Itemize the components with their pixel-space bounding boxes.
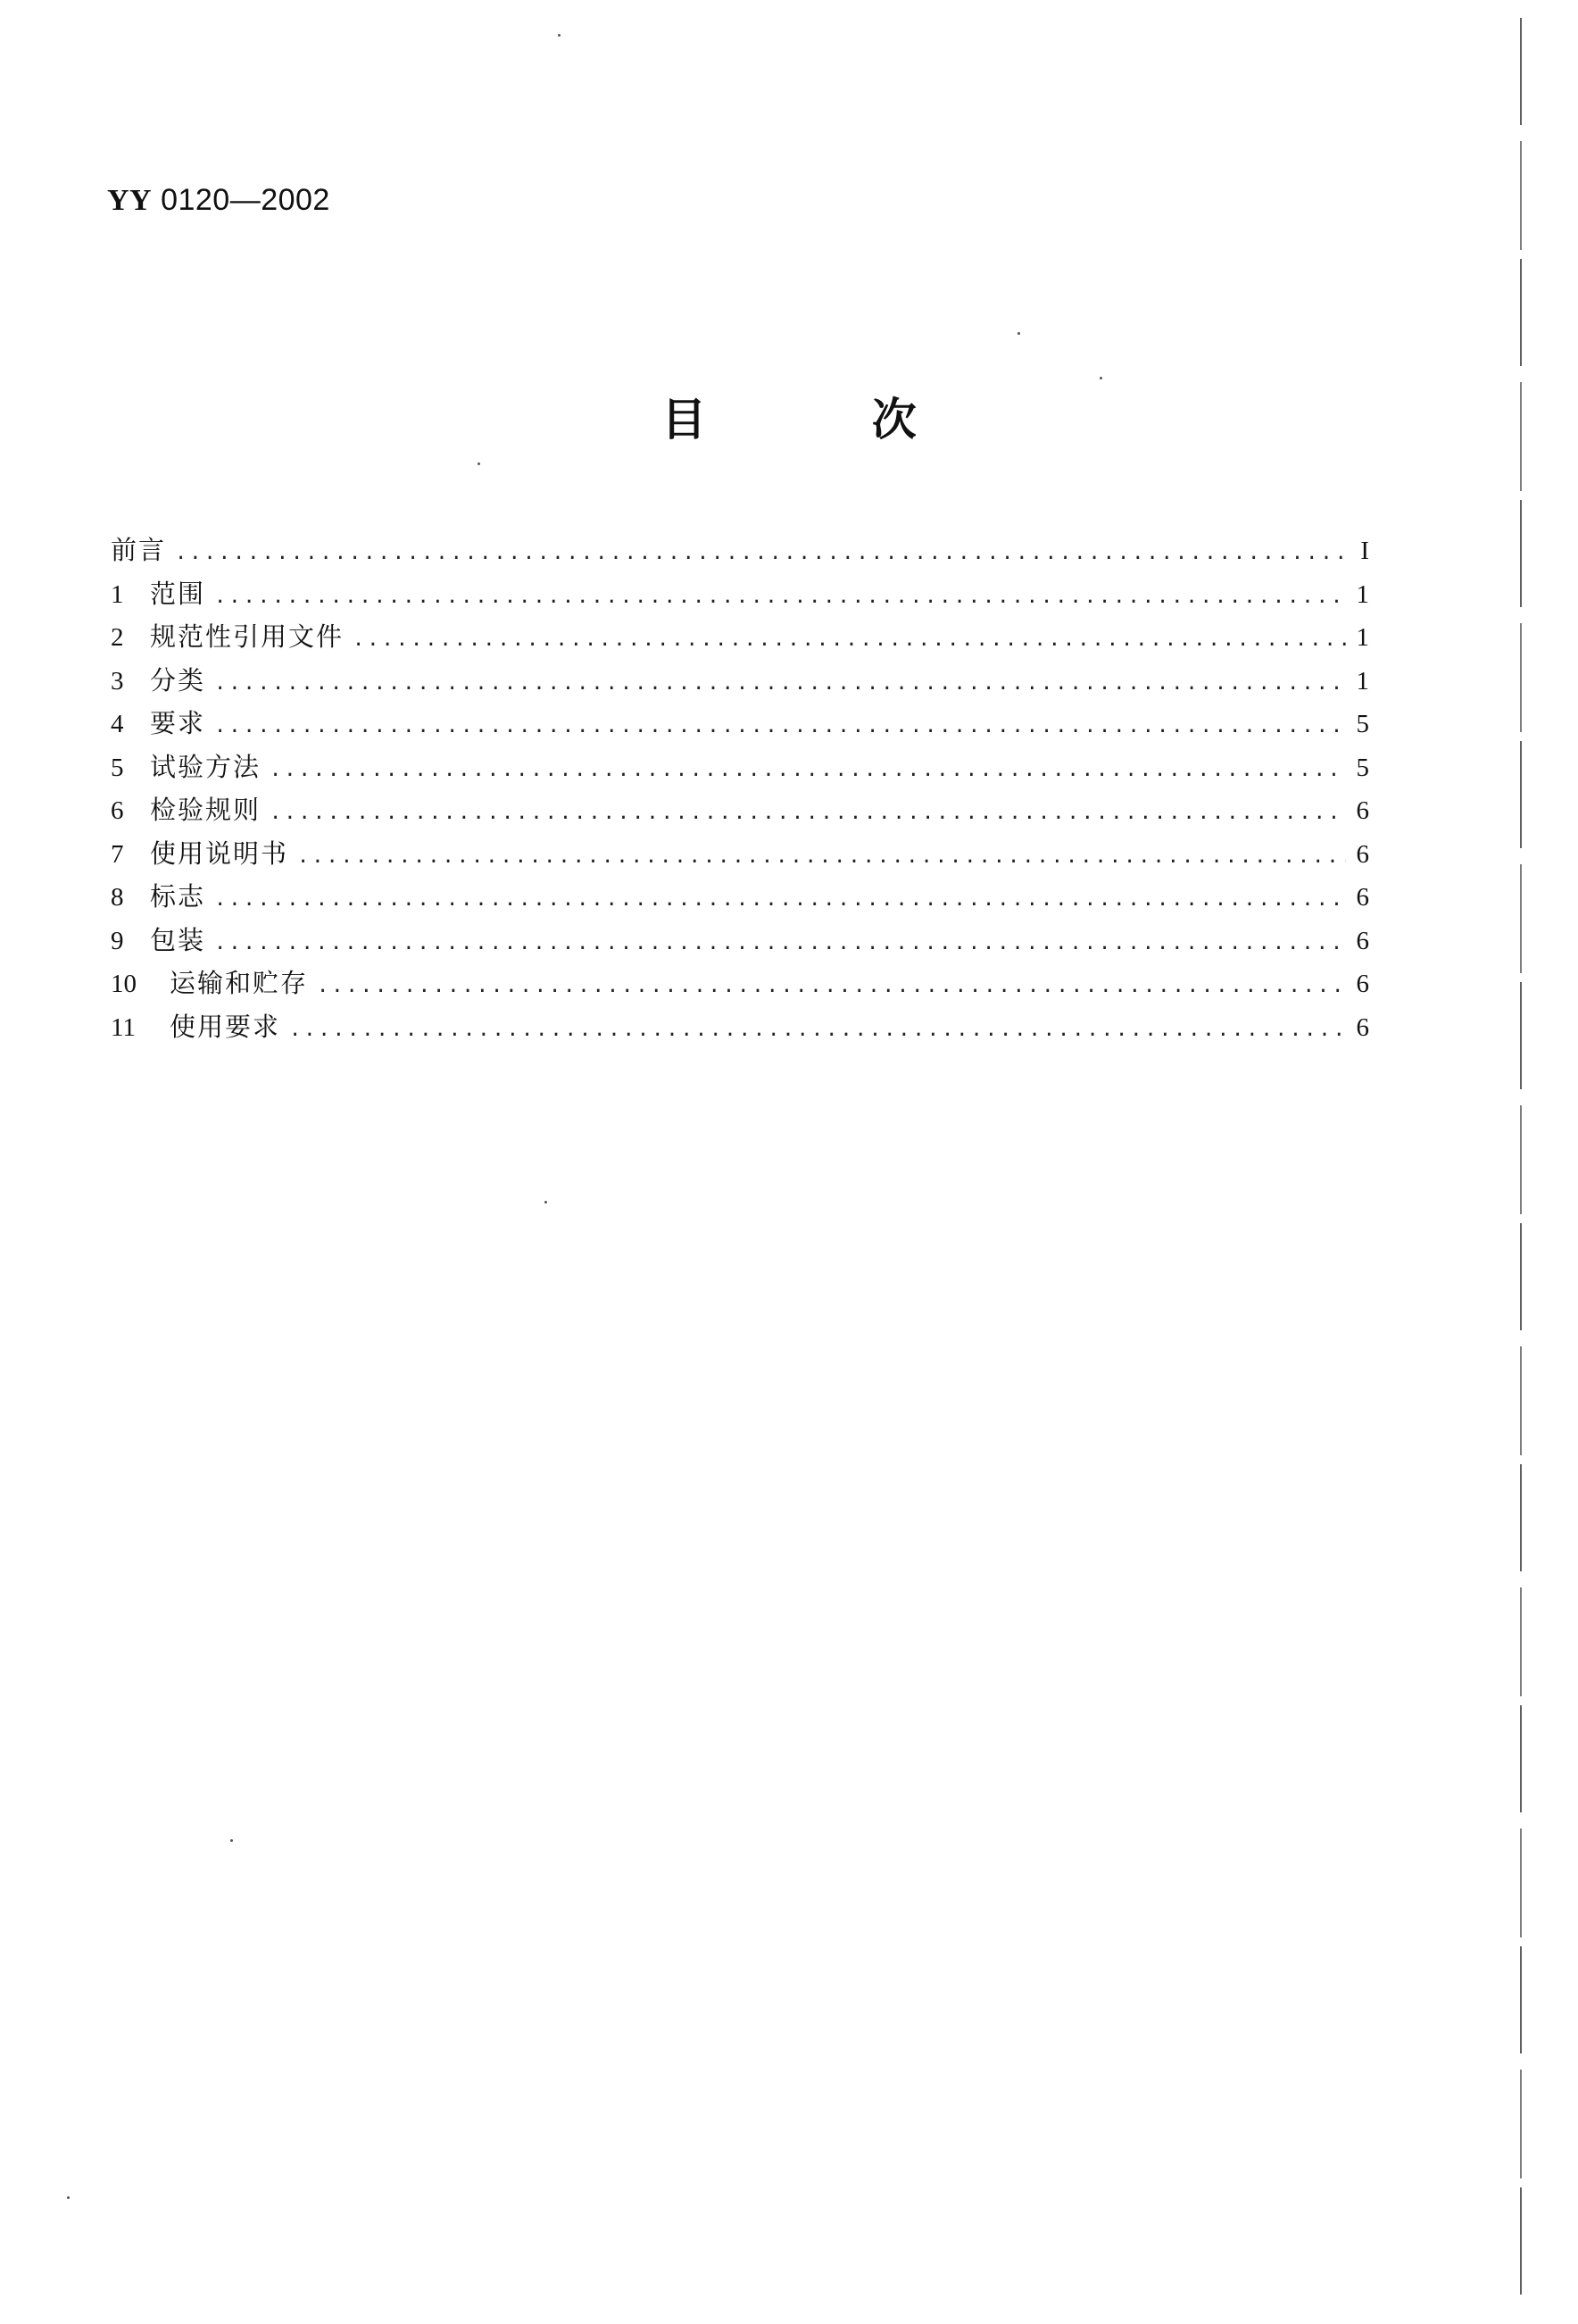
toc-entry-9[interactable] xyxy=(111,919,1369,962)
scan-speck xyxy=(478,462,480,465)
toc-entry-page: 5 xyxy=(1356,710,1369,738)
toc-leader-dots xyxy=(270,749,1346,793)
toc-entry-page: 6 xyxy=(1356,839,1369,869)
toc-leader-dots xyxy=(214,922,1346,966)
toc-entry-11[interactable] xyxy=(111,1005,1369,1049)
scan-speck xyxy=(1100,377,1102,379)
toc-entry-label: 要求 xyxy=(150,708,206,738)
toc-entry-number: 10 xyxy=(111,970,137,998)
toc-entry-page: 6 xyxy=(1356,926,1369,955)
toc-entry-number: 7 xyxy=(111,839,124,869)
scan-edge-line xyxy=(1520,18,1522,2303)
toc-entry-number: 4 xyxy=(111,710,124,738)
toc-entry-8[interactable] xyxy=(111,875,1369,919)
scan-speck xyxy=(67,2196,70,2199)
toc-entry-label: 前言 xyxy=(111,535,167,565)
toc-entry-page: 1 xyxy=(1356,579,1369,609)
toc-entry-label: 运输和贮存 xyxy=(170,968,309,998)
toc-entry-page: 5 xyxy=(1356,753,1369,782)
toc-leader-dots xyxy=(270,792,1346,836)
toc-entry-10[interactable] xyxy=(111,962,1369,1005)
toc-leader-dots xyxy=(317,965,1346,1009)
scan-speck xyxy=(544,1201,547,1204)
toc-entry-page: 1 xyxy=(1356,666,1369,696)
toc-entry-page: 1 xyxy=(1356,623,1369,652)
toc-entry-number: 1 xyxy=(111,579,124,609)
toc-entry-label: 包装 xyxy=(150,924,206,955)
toc-entry-page: 6 xyxy=(1356,796,1369,825)
toc-entry-page: 6 xyxy=(1356,970,1369,998)
toc-entry-page: 6 xyxy=(1356,883,1369,912)
toc-entry-foreword[interactable] xyxy=(111,529,1369,572)
scan-speck xyxy=(1017,332,1020,335)
toc-leader-dots xyxy=(214,879,1346,922)
toc-entry-4[interactable] xyxy=(111,702,1369,746)
toc-entry-label: 检验规则 xyxy=(150,795,262,825)
toc-entry-2[interactable] xyxy=(111,615,1369,659)
toc-entry-7[interactable] xyxy=(111,832,1369,876)
standard-code-prefix: YY xyxy=(107,184,153,217)
toc-entry-label: 规范性引用文件 xyxy=(150,621,345,652)
standard-code-number: 0120—2002 xyxy=(161,183,330,217)
toc-entry-label: 试验方法 xyxy=(150,751,262,782)
toc-title: 目 次 xyxy=(661,394,992,446)
toc-entry-number: 6 xyxy=(111,796,124,825)
toc-entry-number: 5 xyxy=(111,753,124,782)
toc-leader-dots xyxy=(175,532,1346,576)
toc-entry-label: 标志 xyxy=(150,881,206,912)
toc-entry-number: 11 xyxy=(111,1012,136,1042)
toc-entry-1[interactable] xyxy=(111,572,1369,616)
toc-entry-3[interactable] xyxy=(111,659,1369,703)
toc-leader-dots xyxy=(297,836,1346,879)
toc-entry-page: 6 xyxy=(1356,1012,1369,1042)
toc-entry-5[interactable] xyxy=(111,746,1369,789)
table-of-contents xyxy=(111,529,1369,1048)
scan-speck xyxy=(558,34,561,37)
toc-entry-page: I xyxy=(1360,537,1369,565)
toc-entry-label: 范围 xyxy=(150,578,206,609)
standard-code xyxy=(107,183,330,218)
toc-entry-label: 使用说明书 xyxy=(150,837,289,869)
toc-leader-dots xyxy=(289,1009,1346,1053)
toc-leader-dots xyxy=(214,705,1346,749)
toc-entry-number: 2 xyxy=(111,623,124,652)
scan-speck xyxy=(230,1839,233,1842)
toc-entry-number: 8 xyxy=(111,883,124,912)
toc-leader-dots xyxy=(353,619,1346,662)
toc-leader-dots xyxy=(214,662,1346,706)
toc-entry-number: 3 xyxy=(111,666,124,696)
toc-entry-label: 分类 xyxy=(150,664,206,696)
toc-entry-6[interactable] xyxy=(111,788,1369,832)
toc-leader-dots xyxy=(214,576,1346,620)
toc-entry-label: 使用要求 xyxy=(170,1011,281,1042)
toc-entry-number: 9 xyxy=(111,926,124,955)
